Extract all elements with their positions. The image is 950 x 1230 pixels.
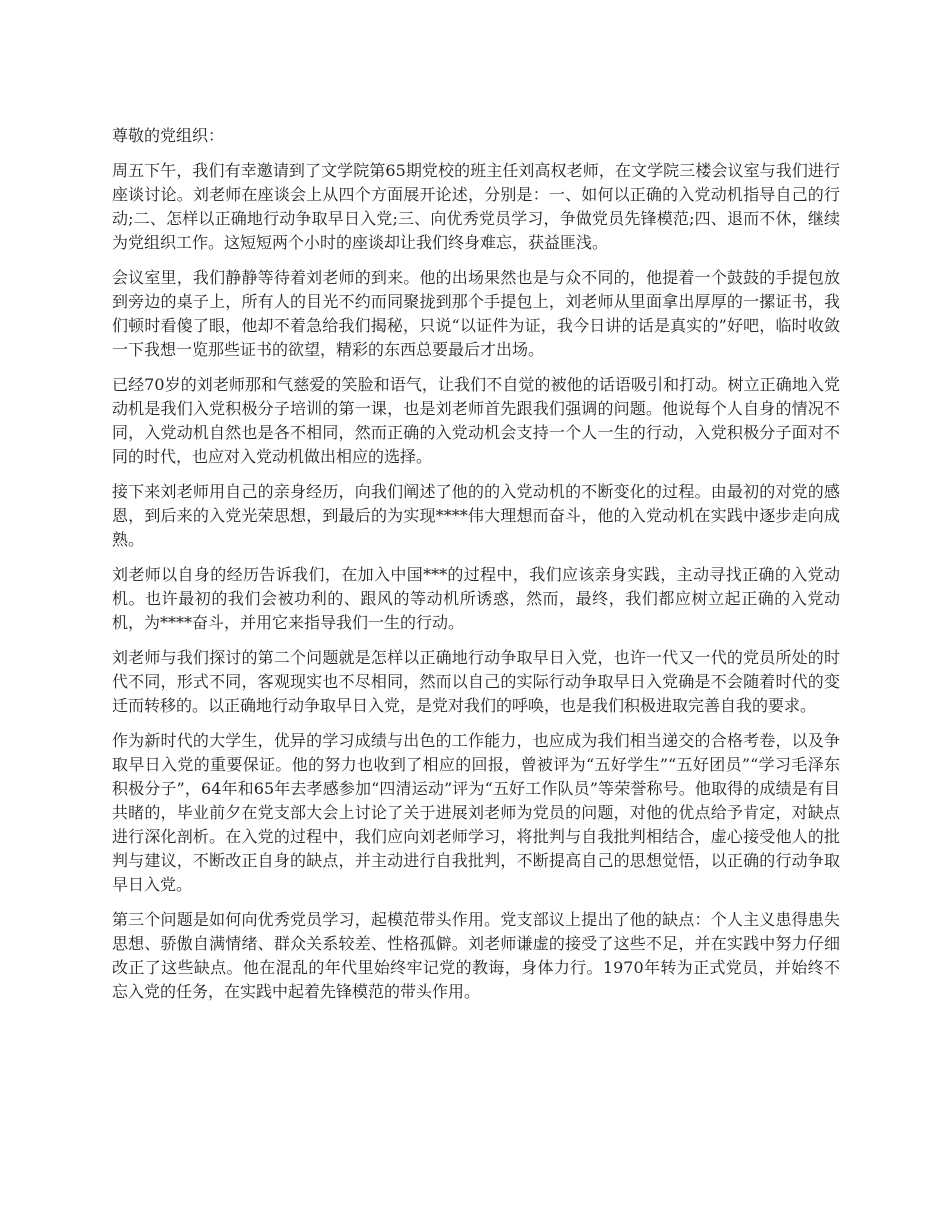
paragraph-4: 接下来刘老师用自己的亲身经历，向我们阐述了他的的入党动机的不断变化的过程。由最初的对党的感恩，到后来的入党光荣思想，到最后的为实现****伟大理想而奋斗，他的入党动机在实践中逐步走向成熟。: [112, 482, 840, 549]
paragraph-1: 周五下午，我们有幸邀请到了文学院第65期党校的班主任刘高权老师，在文学院三楼会议室与我们进行座谈讨论。刘老师在座谈会上从四个方面展开论述，分别是：一、如何以正确的入党动机指导自己的行动;二、怎样以正确地行动争取早日入党;三、向优秀党员学习，争做党员先锋模范;四、退而不休，继续为党组织工作。这短短两个小时的座谈却让我们终身难忘，获益匪浅。: [112, 161, 840, 252]
paragraph-8: 第三个问题是如何向优秀党员学习，起模范带头作用。党支部议上提出了他的缺点：个人主义患得患失思想、骄傲自满情绪、群众关系较差、性格孤僻。刘老师谦虚的接受了这些不足，并在实践中努力仔细改正了这些缺点。他在混乱的年代里始终牢记党的教诲，身体力行。1970年转为正式党员，并始终不忘入党的任务，在实践中起着先锋模范的带头作用。: [112, 910, 840, 1001]
paragraph-2: 会议室里，我们静静等待着刘老师的到来。他的出场果然也是与众不同的，他提着一个鼓鼓的手提包放到旁边的桌子上，所有人的目光不约而同聚拢到那个手提包上，刘老师从里面拿出厚厚的一摞证书，我们顿时看傻了眼，他却不着急给我们揭秘，只说“以证件为证，我今日讲的话是真实的”好吧，临时收敛一下我想一览那些证书的欲望，精彩的东西总要最后才出场。: [112, 268, 840, 359]
paragraph-5: 刘老师以自身的经历告诉我们，在加入中国***的过程中，我们应该亲身实践，主动寻找正确的入党动机。也许最初的我们会被功利的、跟风的等动机所诱惑，然而，最终，我们都应树立起正确的入党动机，为****奋斗，并用它来指导我们一生的行动。: [112, 565, 840, 632]
salutation: 尊敬的党组织：: [112, 126, 225, 145]
paragraph-7: 作为新时代的大学生，优异的学习成绩与出色的工作能力，也应成为我们相当递交的合格考卷，以及争取早日入党的重要保证。他的努力也收到了相应的回报，曾被评为“五好学生”“五好团员”“学习毛泽东积极分子”，64年和65年去孝感参加“四清运动”评为“五好工作队员”等荣誉称号。他取得的成绩是有目共睹的，毕业前夕在党支部大会上讨论了关于进展刘老师为党员的问题，对他的优点给予肯定，对缺点进行深化剖析。在入党的过程中，我们应向刘老师学习，将批判与自我批判相结合，虚心接受他人的批判与建议，不断改正自身的缺点，并主动进行自我批判，不断提高自己的思想觉悟，以正确的行动争取早日入党。: [112, 731, 840, 894]
paragraph-6: 刘老师与我们探讨的第二个问题就是怎样以正确地行动争取早日入党，也许一代又一代的党员所处的时代不同，形式不同，客观现实也不尽相同，然而以自己的实际行动争取早日入党确是不会随着时代的变迁而转移的。以正确地行动争取早日入党，是党对我们的呼唤，也是我们积极进取完善自我的要求。: [112, 648, 840, 715]
document-page: [112, 124, 840, 1015]
paragraph-3: 已经70岁的刘老师那和气慈爱的笑脸和语气，让我们不自觉的被他的话语吸引和打动。树立正确地入党动机是我们入党积极分子培训的第一课，也是刘老师首先跟我们强调的问题。他说每个人自身的情况不同，入党动机自然也是各不相同，然而正确的入党动机会支持一个人一生的行动，入党积极分子面对不同的时代，也应对入党动机做出相应的选择。: [112, 375, 840, 466]
